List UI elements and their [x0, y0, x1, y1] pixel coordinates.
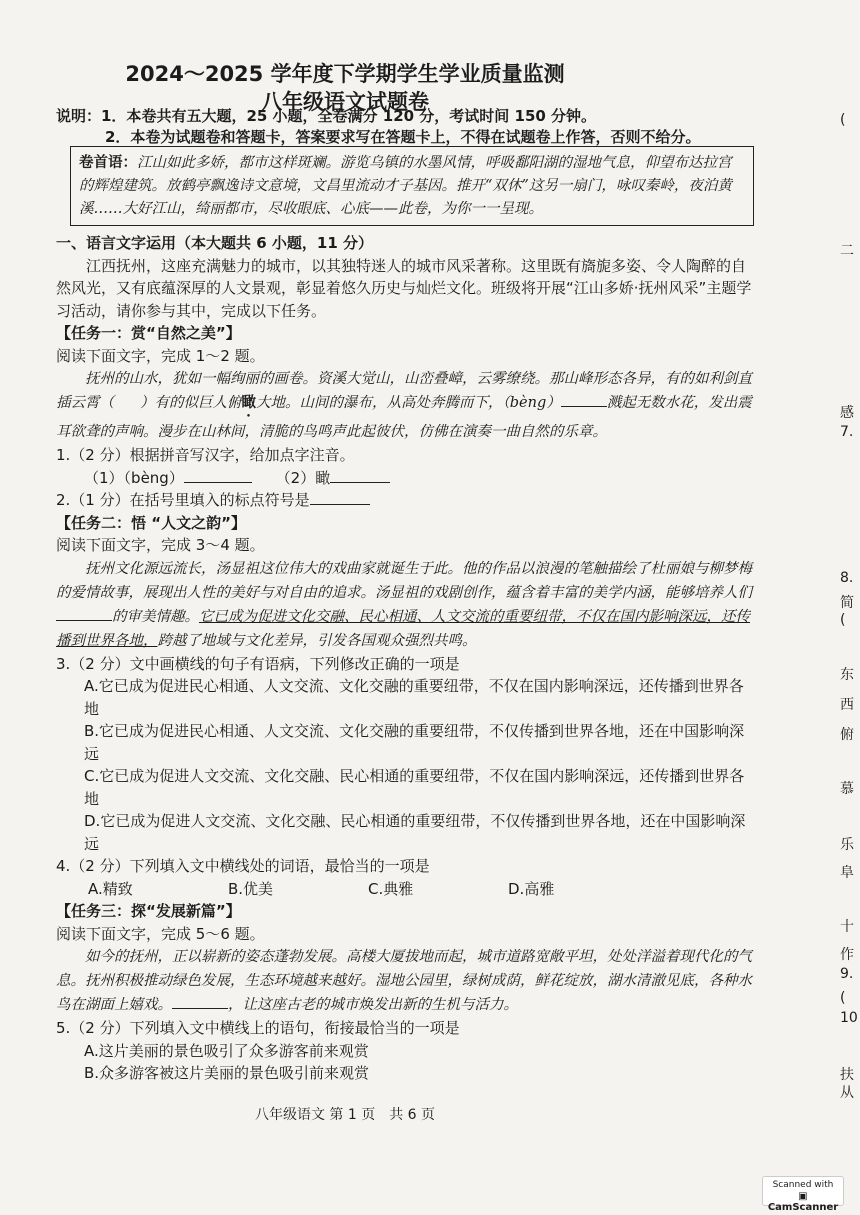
question-1-blanks: [56, 467, 756, 490]
edge-char: 简: [840, 595, 854, 611]
question-1: 1.（2 分）根据拼音写汉字，给加点字注音。: [56, 446, 355, 464]
option-4a[interactable]: A.精致: [88, 879, 133, 898]
passage-text: 如今的抚州，正以崭新的姿态蓬勃发展。高楼大厦拔地而起，城市道路宽敞平坦，处处洋溢着现代化的气息。抚州积极推动绿色发展，生态环境越来越好。湿地公园里，绿树成荫，鲜花绽放，湖水清澈见底，各种水鸟在湖面上嬉戏。: [56, 949, 752, 1013]
note-2: 2．本卷为试题卷和答题卡，答案要求写在答题卡上，不得在试题卷上作答，否则不给分。: [105, 128, 701, 146]
section-intro: 江西抚州，这座充满魅力的城市，以其独特迷人的城市风采著称。这里既有旖旎多姿、令人陶醉的自然风光，又有底蕴深厚的人文景观，彰显着悠久历史与灿烂文化。班级将开展“江山多娇·抚州风采”主题学习活动，请你参与其中，完成以下任务。: [56, 256, 752, 320]
next-page-edge: [836, 0, 860, 1215]
edge-char: 慕: [840, 781, 854, 797]
passage-text: 跨越了地域与文化差异，引发各国观众强烈共鸣。: [157, 632, 477, 649]
edge-char: 10: [840, 1010, 858, 1026]
passage-text: ，让这座古老的城市焕发出新的生机与活力。: [228, 997, 518, 1013]
pinyin-blank: [561, 391, 607, 407]
question-4-options: [56, 878, 756, 901]
option-3a[interactable]: A.它已成为促进民心相通、人文交流、文化交融的重要纽带，不仅在国内影响深远，还传播到世界各地: [84, 677, 744, 718]
question-5: 5.（2 分）下列填入文中横线上的语句，衔接最恰当的一项是: [56, 1019, 460, 1037]
edge-char: 东: [840, 667, 854, 683]
sentence-blank: [172, 993, 228, 1009]
question-3: 3.（2 分）文中画横线的句子有语病，下列修改正确的一项是: [56, 654, 460, 673]
passage-text: ）有的似巨人俯: [140, 395, 242, 411]
edge-char: 作: [840, 947, 854, 963]
edge-char: 西: [840, 697, 854, 713]
word-blank: [56, 605, 112, 621]
preface-box: [70, 146, 754, 226]
passage-text: 抚州的山水，犹如一幅绚丽的画卷。资溪大觉山，山峦叠嶂，云雾缭绕。那山峰形态各异，有的如利剑直插云霄（: [56, 371, 752, 411]
task-1-instruction: 阅读下面文字，完成 1～2 题。: [56, 346, 265, 365]
passage-text: 的审美情趣。: [112, 608, 199, 625]
camscanner-icon: ▣: [798, 1191, 808, 1202]
edge-char: 7.: [840, 424, 854, 440]
edge-char: 扶: [840, 1067, 854, 1083]
q1-part-a: （1）（bèng）: [84, 468, 184, 487]
q1-part-b: （2）瞰: [275, 468, 331, 487]
edge-char: 感: [840, 405, 854, 421]
option-3c[interactable]: C.它已成为促进人文交流、文化交融、民心相通的重要纽带，不仅在国内影响深远，还传播到世界各地: [84, 767, 745, 808]
edge-char: 乐: [840, 837, 854, 853]
page-footer: 八年级语文 第 1 页 共 6 页: [254, 1107, 436, 1123]
option-5b[interactable]: B.众多游客被这片美丽的景色吸引前来观赏: [84, 1064, 370, 1082]
dotted-char: 瞰: [241, 394, 256, 411]
passage-text: 抚州文化源远流长，汤显祖这位伟大的戏曲家就诞生于此。他的作品以浪漫的笔触描绘了杜丽娘与柳梦梅的爱情故事，展现出人性的美好与对自由的追求。汤显祖的戏剧创作，蕴含着丰富的美学内涵，能够培养人们: [56, 560, 752, 601]
edge-char: (: [840, 112, 846, 128]
task-2-instruction: 阅读下面文字，完成 3～4 题。: [56, 536, 265, 554]
edge-char: 8.: [840, 570, 854, 586]
edge-char: 二: [840, 243, 854, 259]
edge-char: 从: [840, 1085, 854, 1101]
option-4b[interactable]: B.优美: [228, 879, 274, 898]
task-1-title: 【任务一：赏“自然之美”】: [56, 324, 241, 342]
section-1: [56, 232, 756, 1085]
watermark-brand: CamScanner: [767, 1202, 839, 1213]
underlined-sentence: 它已成为促进文化交融、民心相通、人文交流的重要纽带，不仅在国内影响深远，还传播到世界各地，: [56, 608, 750, 649]
task-3-passage: [56, 945, 756, 1017]
option-4c[interactable]: C.典雅: [368, 879, 414, 898]
option-5a[interactable]: A.这片美丽的景色吸引了众多游客前来观赏: [84, 1041, 369, 1060]
note-1: 说明：1．本卷共有五大题，25 小题，全卷满分 120 分，考试时间 150 分钟。: [56, 107, 597, 125]
question-2: [56, 489, 756, 512]
option-3d[interactable]: D.它已成为促进人文交流、文化交融、民心相通的重要纽带，不仅传播到世界各地，还在中国影响深远: [84, 812, 746, 853]
edge-char: 十: [840, 919, 854, 935]
answer-blank[interactable]: [310, 489, 370, 505]
option-3b[interactable]: B.它已成为促进民心相通、人文交流、文化交融的重要纽带，不仅传播到世界各地，还在中国影响深远: [84, 722, 745, 763]
task-3-instruction: 阅读下面文字，完成 5～6 题。: [56, 924, 265, 943]
instructions: [56, 106, 796, 148]
passage-text: 溅起无数水花，发出震耳欲聋的声响。漫步在山林间，清脆的鸟鸣声此起彼伏，仿佛在演奏一曲自然的乐章。: [56, 395, 752, 440]
answer-blank[interactable]: [330, 467, 390, 483]
answer-blank[interactable]: [184, 467, 252, 483]
edge-char: 俯: [840, 727, 854, 743]
paren-blank: [114, 392, 140, 407]
q2-text: 2.（1 分）在括号里填入的标点符号是: [56, 491, 310, 509]
edge-char: 阜: [840, 865, 854, 881]
passage-text: 大地。山间的瀑布，从高处奔腾而下，（bèng）: [256, 395, 561, 411]
watermark-logo: [763, 1191, 843, 1213]
edge-char: (: [840, 990, 846, 1006]
task-2-passage: [56, 557, 756, 653]
section-heading: 一、语言文字运用（本大题共 6 小题，11 分）: [56, 234, 373, 252]
preface-label: 卷首语：: [79, 154, 137, 171]
edge-char: 9.: [840, 966, 854, 982]
task-1-passage: [56, 367, 756, 444]
exam-title: 2024～2025 学年度下学期学生学业质量监测: [125, 62, 565, 86]
task-2-title: 【任务二：悟 “人文之韵”】: [56, 513, 246, 532]
task-3-title: 【任务三：探“发展新篇”】: [56, 902, 241, 920]
option-4d[interactable]: D.高雅: [508, 879, 555, 898]
camscanner-watermark: [762, 1176, 844, 1213]
question-4: 4.（2 分）下列填入文中横线处的词语，最恰当的一项是: [56, 857, 430, 875]
exam-subtitle: 八年级语文试题卷: [261, 90, 429, 114]
watermark-line: Scanned with: [772, 1180, 834, 1190]
edge-char: (: [840, 612, 846, 628]
preface-text: 江山如此多娇，都市这样斑斓。游览乌镇的水墨风情，呼吸鄱阳湖的湿地气息，仰望布达拉宫的辉煌建筑。放鹤亭飘逸诗文意境，文昌里流动才子基因。推开“双休”这另一扇门，咏叹秦岭，夜泊黄溪……大好江山，绮丽都市，尽收眼底、心底——此卷，为你一一呈现。: [79, 155, 732, 217]
